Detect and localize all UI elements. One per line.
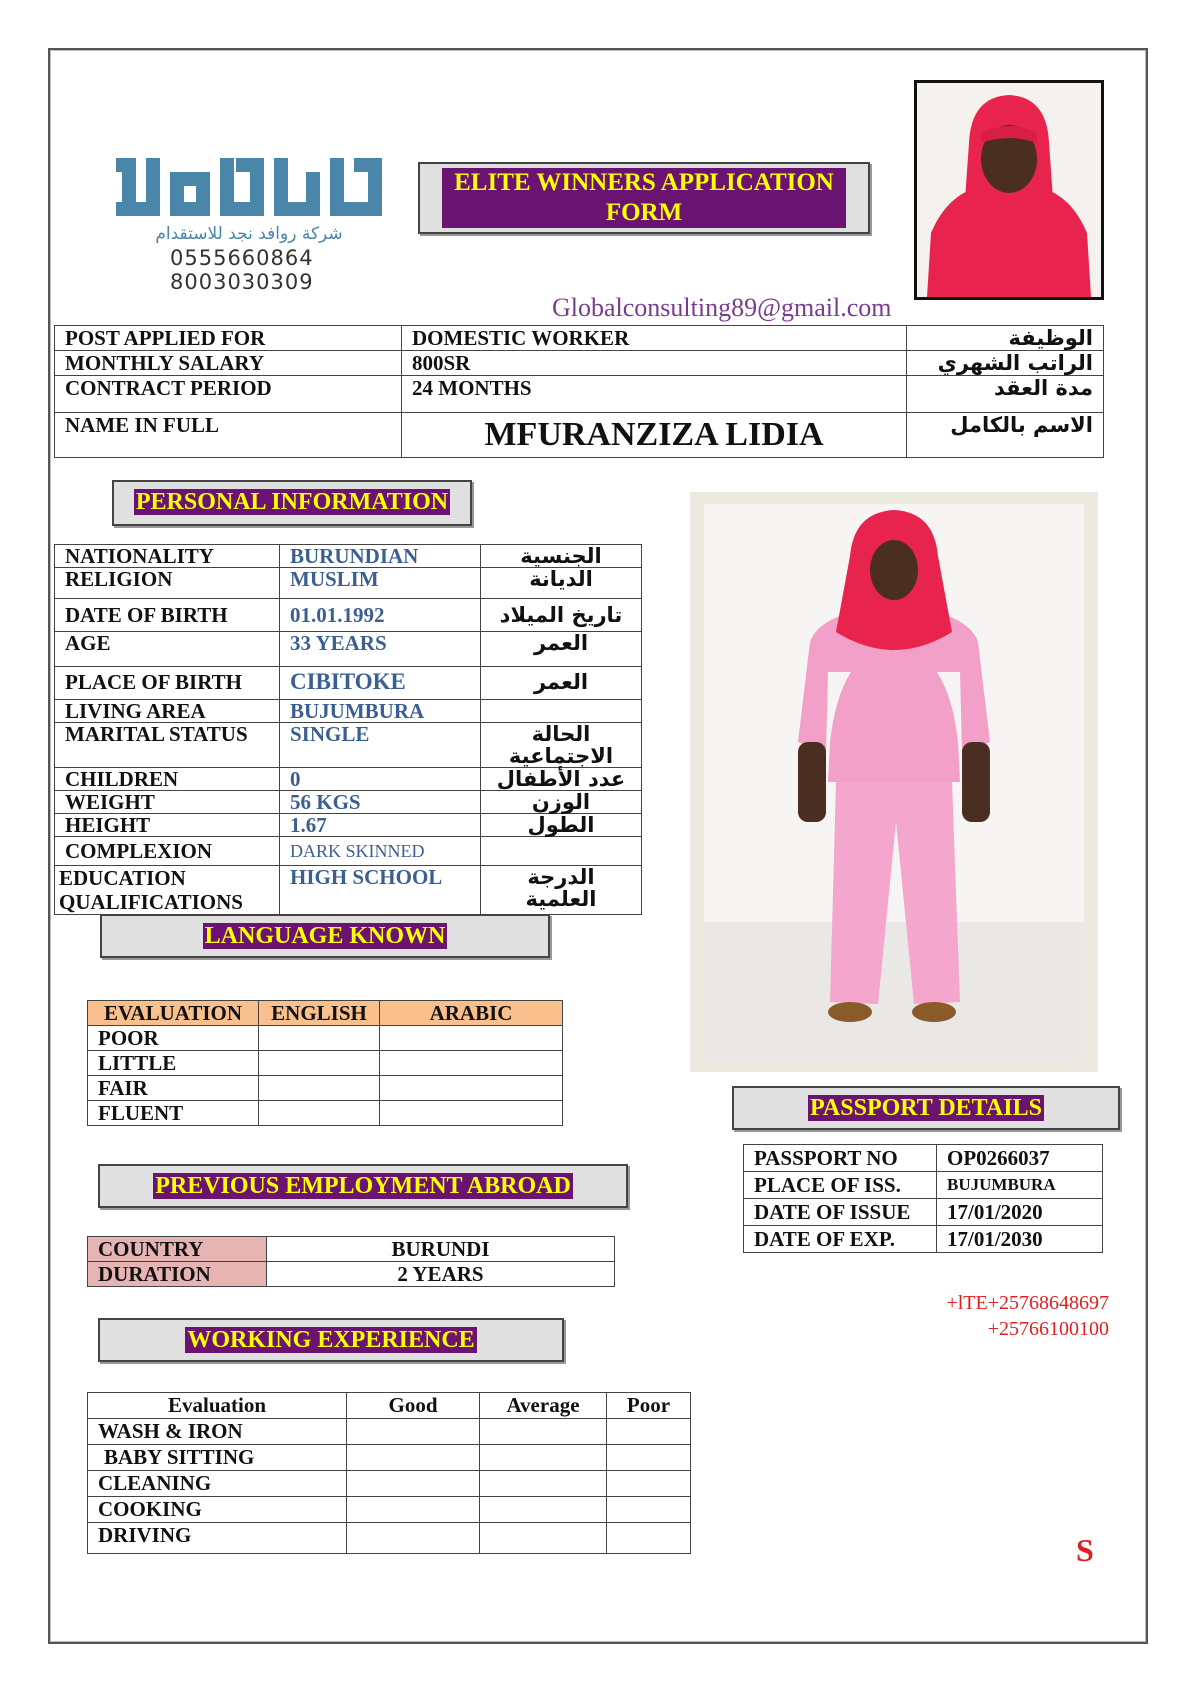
row-value: CIBITOKE [280, 667, 481, 700]
row-label: CHILDREN [55, 768, 280, 791]
passport-heading: PASSPORT DETAILS [810, 1095, 1042, 1121]
row-label: PLACE OF BIRTH [55, 667, 280, 700]
table-row [55, 700, 642, 723]
row-label: POST APPLIED FOR [55, 326, 402, 351]
row-label: COMPLEXION [55, 837, 280, 866]
row-value: 33 YEARS [280, 632, 481, 667]
english-cell [259, 1101, 380, 1126]
table-row [88, 1471, 691, 1497]
personal-info-table [54, 544, 642, 915]
arabic-cell [380, 1026, 563, 1051]
row-label-arabic [481, 837, 642, 866]
english-cell [259, 1026, 380, 1051]
table-row [55, 376, 1104, 413]
row-value: BUJUMBURA [280, 700, 481, 723]
table-row [55, 667, 642, 700]
row-label-arabic: العمر [481, 632, 642, 667]
row-label-arabic: الوزن [481, 791, 642, 814]
personal-info-heading: PERSONAL INFORMATION [135, 489, 449, 515]
table-row [55, 599, 642, 632]
row-label: MONTHLY SALARY [55, 351, 402, 376]
row-label-arabic: مدة العقد [907, 376, 1104, 413]
row-value: BURUNDIAN [280, 545, 481, 568]
table-row [88, 1051, 563, 1076]
table-row [55, 866, 642, 915]
table-row [55, 814, 642, 837]
header-average: Average [480, 1393, 607, 1419]
table-row [744, 1199, 1103, 1226]
table-row [55, 723, 642, 768]
row-label-arabic: الديانة [481, 568, 642, 599]
row-label-arabic: تاريخ الميلاد [481, 599, 642, 632]
row-label-arabic: الراتب الشهري [907, 351, 1104, 376]
row-label: DATE OF ISSUE [744, 1199, 937, 1226]
table-row [744, 1145, 1103, 1172]
company-phone-2: 8003030309 [170, 270, 314, 294]
row-value: SINGLE [280, 723, 481, 768]
row-label-arabic: الدرجة العلمية [481, 866, 642, 915]
table-row [88, 1445, 691, 1471]
row-label: DRIVING [88, 1523, 347, 1554]
row-label: COUNTRY [88, 1237, 267, 1262]
row-label-arabic: الوظيفة [907, 326, 1104, 351]
row-label: PLACE OF ISS. [744, 1172, 937, 1199]
row-label-arabic: الحالة الاجتماعية [481, 723, 642, 768]
contact-phone-2: +25766100100 [987, 1318, 1109, 1340]
header-good: Good [347, 1393, 480, 1419]
table-row [88, 1523, 691, 1554]
arabic-cell [380, 1051, 563, 1076]
header-evaluation: Evaluation [88, 1393, 347, 1419]
header-evaluation: EVALUATION [88, 1001, 259, 1026]
previous-employment-heading: PREVIOUS EMPLOYMENT ABROAD [155, 1173, 571, 1199]
company-name-arabic: شركة روافد نجد للاستقدام [155, 224, 343, 244]
row-value: DOMESTIC WORKER [402, 326, 907, 351]
form-title-box [418, 162, 870, 234]
row-label-arabic: العمر [481, 667, 642, 700]
personal-info-heading-box [112, 480, 472, 526]
full-name-value: MFURANZIZA LIDIA [402, 413, 907, 458]
english-cell [259, 1051, 380, 1076]
row-label: NATIONALITY [55, 545, 280, 568]
passport-table [743, 1144, 1103, 1253]
contact-email[interactable]: Globalconsulting89@gmail.com [552, 293, 892, 322]
corner-mark: S [1076, 1532, 1094, 1568]
language-table [87, 1000, 563, 1126]
row-label: PASSPORT NO [744, 1145, 937, 1172]
row-value: BURUNDI [267, 1237, 615, 1262]
row-label: DATE OF EXP. [744, 1226, 937, 1253]
row-label: AGE [55, 632, 280, 667]
arabic-cell [380, 1076, 563, 1101]
row-value: 1.67 [280, 814, 481, 837]
row-label: FAIR [88, 1076, 259, 1101]
row-label: WEIGHT [55, 791, 280, 814]
row-label: WASH & IRON [88, 1419, 347, 1445]
company-phone-1: 0555660864 [170, 246, 314, 270]
row-value: MUSLIM [280, 568, 481, 599]
row-label: BABY SITTING [88, 1445, 347, 1471]
table-header-row [88, 1393, 691, 1419]
working-experience-table [87, 1392, 691, 1554]
table-row [55, 568, 642, 599]
row-value: 17/01/2030 [937, 1226, 1103, 1253]
table-row [88, 1101, 563, 1126]
row-label: HEIGHT [55, 814, 280, 837]
table-row [55, 413, 1104, 458]
row-label: CLEANING [88, 1471, 347, 1497]
row-label: EDUCATION QUALIFICATIONS [55, 866, 280, 915]
row-label: LITTLE [88, 1051, 259, 1076]
table-row [744, 1226, 1103, 1253]
table-row [88, 1262, 615, 1287]
arabic-cell [380, 1101, 563, 1126]
header-english: ENGLISH [259, 1001, 380, 1026]
row-value: 56 KGS [280, 791, 481, 814]
row-label-arabic [481, 700, 642, 723]
row-value: 0 [280, 768, 481, 791]
language-heading: LANGUAGE KNOWN [204, 923, 446, 949]
contact-phone-1: +lTE+25768648697 [946, 1292, 1109, 1314]
passport-heading-box [732, 1086, 1120, 1130]
row-label: DATE OF BIRTH [55, 599, 280, 632]
working-experience-heading: WORKING EXPERIENCE [187, 1327, 475, 1353]
main-info-table [54, 325, 1104, 458]
row-label: RELIGION [55, 568, 280, 599]
row-value: BUJUMBURA [937, 1172, 1103, 1199]
row-label-arabic: الطول [481, 814, 642, 837]
table-row [55, 632, 642, 667]
row-value: OP0266037 [937, 1145, 1103, 1172]
row-label: LIVING AREA [55, 700, 280, 723]
row-value: 2 YEARS [267, 1262, 615, 1287]
row-value: HIGH SCHOOL [280, 866, 481, 915]
header-arabic: ARABIC [380, 1001, 563, 1026]
row-value: DARK SKINNED [280, 837, 481, 866]
table-row [55, 351, 1104, 376]
row-label-arabic: الاسم بالكامل [907, 413, 1104, 458]
table-row [88, 1026, 563, 1051]
portrait-photo [914, 80, 1104, 300]
row-label: MARITAL STATUS [55, 723, 280, 768]
table-row [55, 791, 642, 814]
table-row [55, 768, 642, 791]
row-value: 17/01/2020 [937, 1199, 1103, 1226]
previous-employment-table [87, 1236, 615, 1287]
row-value: 800SR [402, 351, 907, 376]
table-row [88, 1076, 563, 1101]
row-label: NAME IN FULL [55, 413, 402, 458]
table-row [55, 837, 642, 866]
table-header-row [88, 1001, 563, 1026]
company-logo [116, 158, 382, 216]
table-row [88, 1419, 691, 1445]
row-label: CONTRACT PERIOD [55, 376, 402, 413]
row-label: DURATION [88, 1262, 267, 1287]
row-label-arabic: الجنسية [481, 545, 642, 568]
row-value: 24 MONTHS [402, 376, 907, 413]
table-row [55, 545, 642, 568]
row-value: 01.01.1992 [280, 599, 481, 632]
table-row [88, 1497, 691, 1523]
form-title: ELITE WINNERS APPLICATION FORM [442, 168, 846, 228]
working-experience-heading-box [98, 1318, 564, 1362]
row-label: COOKING [88, 1497, 347, 1523]
language-heading-box [100, 914, 550, 958]
header-poor: Poor [607, 1393, 691, 1419]
table-row [55, 326, 1104, 351]
row-label: POOR [88, 1026, 259, 1051]
english-cell [259, 1076, 380, 1101]
row-label: FLUENT [88, 1101, 259, 1126]
full-body-photo [690, 492, 1098, 1072]
table-row [88, 1237, 615, 1262]
previous-employment-heading-box [98, 1164, 628, 1208]
row-label-arabic: عدد الأطفال [481, 768, 642, 791]
table-row [744, 1172, 1103, 1199]
